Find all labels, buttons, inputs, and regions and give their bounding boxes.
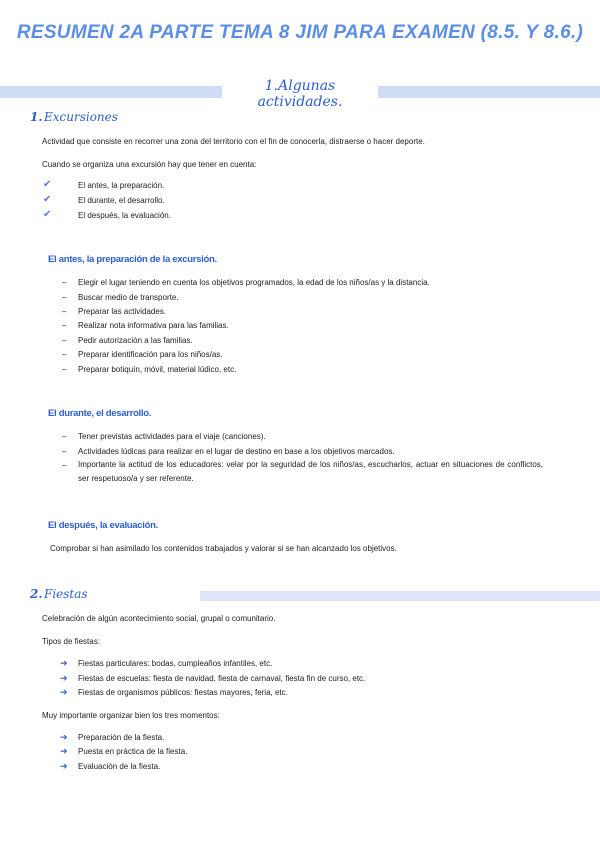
list-item: Realizar nota informativa para las familias. [78, 321, 229, 330]
check-icon: ✔ [43, 209, 52, 220]
check-icon: ✔ [43, 194, 52, 205]
list-item: Preparar botiquín, móvil, material lúdico, etc. [78, 365, 237, 374]
section-1-heading [0, 110, 600, 126]
tipos-intro: Tipos de fiestas: [42, 637, 100, 646]
list-item: Fiestas de organismos públicos: fiestas mayores, feria, etc. [78, 688, 288, 697]
check-item: El durante, el desarrollo. [78, 196, 165, 205]
list-item: Buscar medio de transporte. [78, 293, 179, 302]
dash-bullet: – [62, 307, 67, 316]
section-band [0, 78, 600, 110]
arrow-right-icon: ➔ [60, 746, 68, 756]
list-item: Evaluación de la fiesta. [78, 762, 161, 771]
list-item: Preparar identificación para los niños/as. [78, 350, 223, 359]
section-2-number: 2. [30, 587, 43, 601]
list-item: Elegir el lugar teniendo en cuenta los objetivos programados, la edad de los niños/as y la distancia. [78, 278, 430, 287]
section-2-rule [200, 591, 600, 601]
dash-bullet: – [62, 447, 67, 456]
section-1-number: 1. [30, 110, 43, 124]
check-item: El después, la evaluación. [78, 211, 171, 220]
dash-bullet: – [62, 336, 67, 345]
dash-bullet: – [62, 293, 67, 302]
document-title: RESUMEN 2A PARTE TEMA 8 JIM PARA EXAMEN (8.5. Y 8.6.) [16, 22, 584, 43]
list-item: Preparación de la fiesta. [78, 733, 165, 742]
list-item: Tener previstas actividades para el viaje (canciones). [78, 432, 266, 441]
despues-text: Comprobar si han asimilado los contenidos trabajados y valorar si se han alcanzado los objetivos. [50, 544, 397, 553]
dash-bullet: – [62, 461, 67, 470]
list-item: Fiestas particulares: bodas, cumpleaños infantiles, etc. [78, 659, 273, 668]
fiestas-definition: Celebración de algún acontecimiento social, grupal o comunitario. [42, 614, 276, 623]
section-2-heading [0, 587, 600, 603]
band-bar-right [378, 86, 600, 98]
list-item: Pedir autorización a las familias. [78, 336, 193, 345]
band-label: 1.Algunas actividades. [257, 78, 343, 110]
list-item: Puesta en práctica de la fiesta. [78, 747, 188, 756]
durante-heading: El durante, el desarrollo. [48, 408, 152, 419]
check-icon: ✔ [43, 179, 52, 190]
list-item: Preparar las actividades. [78, 307, 167, 316]
list-item: Actividades lúdicas para realizar en el lugar de destino en base a los objetivos marcados. [78, 447, 395, 456]
check-item: El antes, la preparación. [78, 181, 165, 190]
dash-bullet: – [62, 278, 67, 287]
section-1-title: Excursiones [44, 110, 118, 124]
arrow-right-icon: ➔ [60, 761, 68, 771]
band-bar-left [0, 86, 222, 98]
excursion-definition: Actividad que consiste en recorrer una zona del territorio con el fin de conocerla, distraerse o hacer deporte. [42, 137, 425, 146]
antes-heading: El antes, la preparación de la excursión. [48, 254, 217, 265]
excursion-intro: Cuando se organiza una excursión hay que tener en cuenta: [42, 160, 257, 169]
arrow-right-icon: ➔ [60, 658, 68, 668]
list-item: Importante la actitud de los educadores: velar por la seguridad de los niños/as, escucharlos, actuar en situaciones de conflictos, ser respetuoso/a y ser referente. [78, 460, 543, 483]
arrow-right-icon: ➔ [60, 673, 68, 683]
arrow-right-icon: ➔ [60, 687, 68, 697]
list-item: Fiestas de escuelas: fiesta de navidad, fiesta de carnaval, fiesta fin de curso, etc. [78, 674, 366, 683]
dash-bullet: – [62, 321, 67, 330]
arrow-right-icon: ➔ [60, 732, 68, 742]
despues-heading: El después, la evaluación. [48, 520, 158, 531]
section-2-title: Fiestas [44, 587, 88, 601]
dash-bullet: – [62, 432, 67, 441]
dash-bullet: – [62, 350, 67, 359]
momentos-intro: Muy importante organizar bien los tres momentos: [42, 711, 220, 720]
dash-bullet: – [62, 365, 67, 374]
